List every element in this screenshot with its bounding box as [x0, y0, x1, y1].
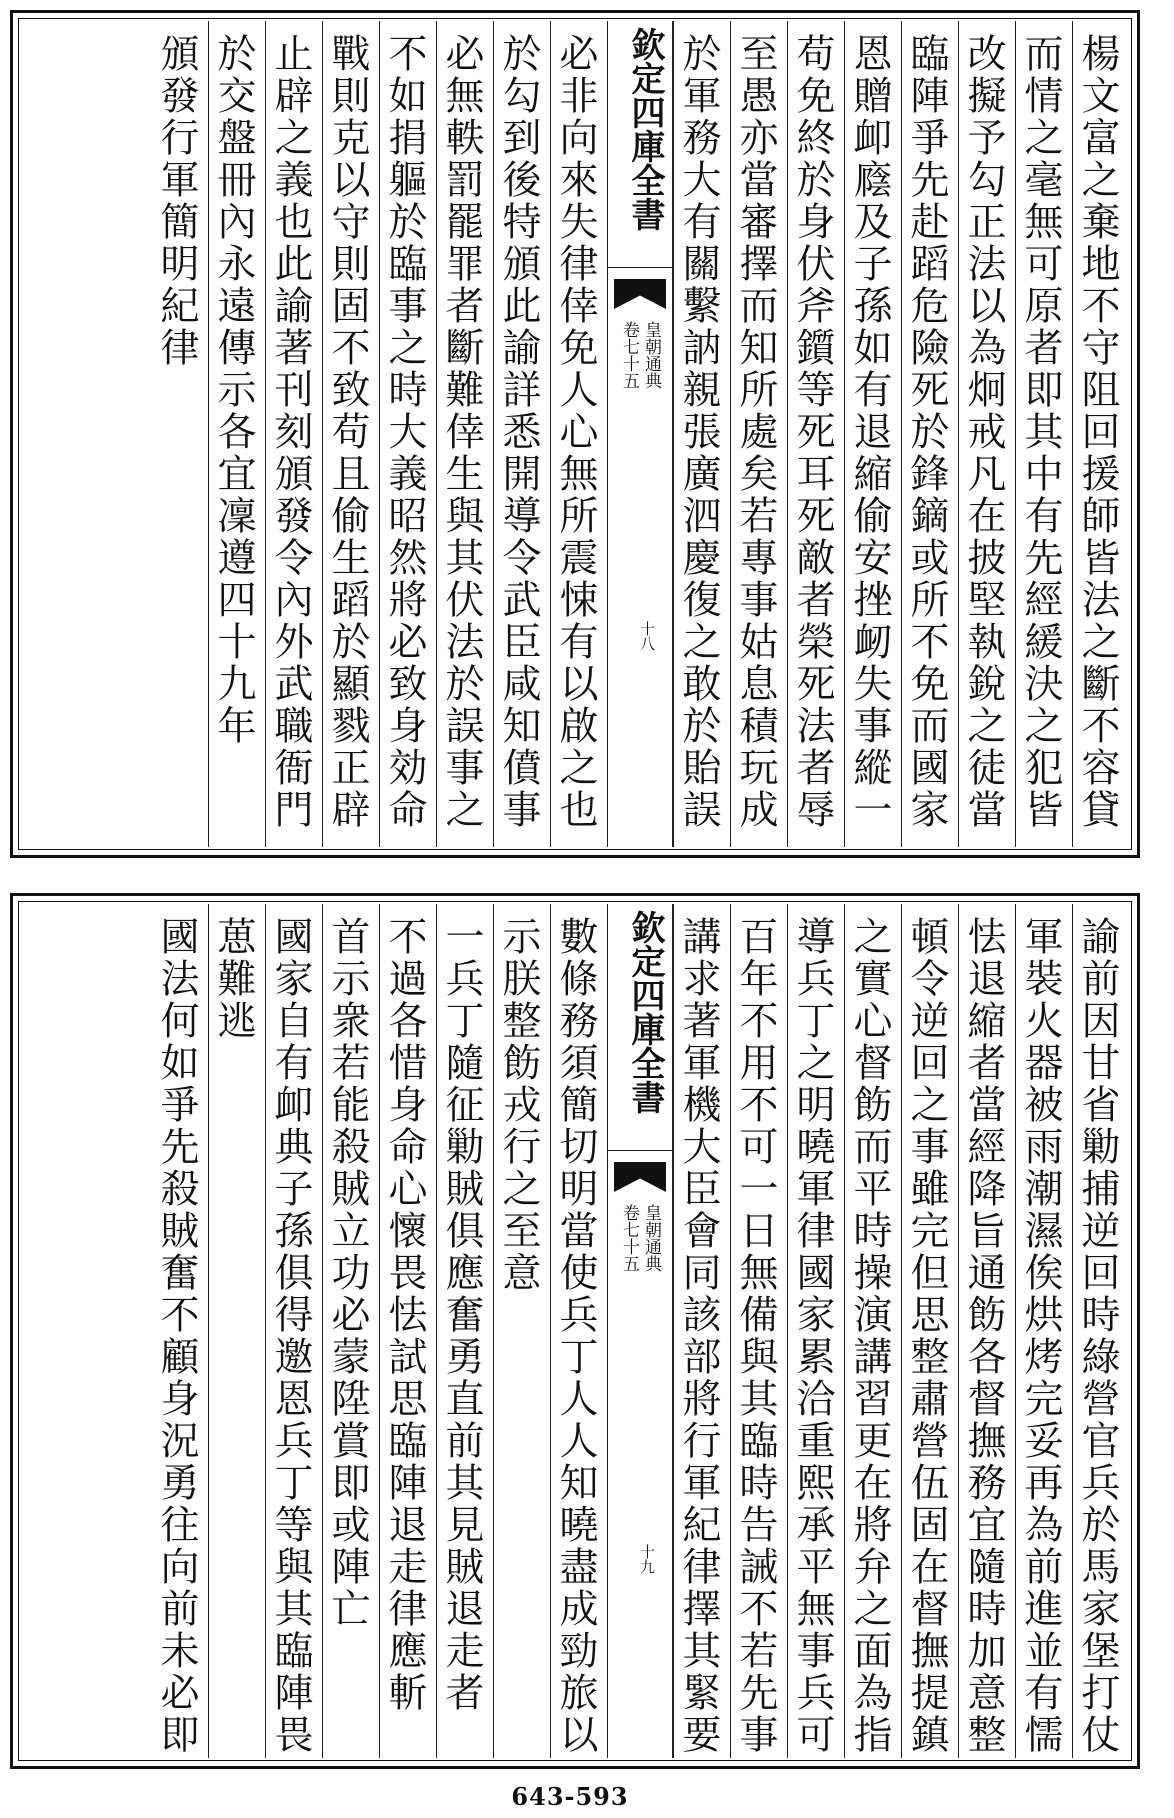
column-text: 一兵丁隨征勦賊俱應奮勇直前其見賊退走者	[439, 916, 484, 1714]
column-text: 軍裝火器被雨潮濕俟烘烤完妥再為前進並有懦	[1018, 916, 1063, 1756]
text-column	[844, 21, 901, 847]
book-subtitle: 皇朝通典	[641, 1204, 661, 1272]
column-text: 楊文富之棄地不守阻回援師皆法之斷不容貸	[1075, 33, 1120, 831]
column-text: 苟免終於身伏斧鑕等死耳死敵者榮死法者辱	[790, 33, 835, 831]
column-text: 數條務須簡切明當使兵丁人人知曉盡成勁旅以	[553, 916, 598, 1756]
center-fold	[607, 21, 673, 847]
fish-tail-mark-icon	[614, 1162, 666, 1192]
text-column	[673, 904, 730, 1758]
text-column	[787, 21, 844, 847]
folio-number: 十九	[638, 1544, 656, 1574]
bottom-page-columns	[21, 904, 1129, 1758]
text-column	[436, 904, 493, 1758]
column-text: 不過各惜身命心懷畏怯試思臨陣退走律應斬	[382, 916, 427, 1714]
text-column	[1015, 21, 1072, 847]
text-column	[901, 21, 958, 847]
book-title: 欽定四庫全書	[608, 27, 672, 268]
text-column	[379, 21, 436, 847]
text-column	[1072, 21, 1129, 847]
column-text: 百年不用不可一日無備與其臨時告誡不若先事	[733, 916, 778, 1756]
text-column	[1072, 904, 1129, 1758]
text-column	[901, 904, 958, 1758]
text-column	[265, 21, 322, 847]
column-text: 示朕整飭戎行之至意	[496, 916, 541, 1294]
column-text: 怯退縮者當經降旨通飭各督撫務宜隨時加意整	[961, 916, 1006, 1756]
column-text: 恩贈卹廕及子孫如有退縮偷安挫衂失事縱一	[847, 33, 892, 831]
volume-label	[618, 1204, 662, 1272]
column-text: 而情之毫無可原者即其中有先經緩決之犯皆	[1018, 33, 1063, 831]
volume-number: 卷七十五	[619, 1204, 639, 1272]
text-column	[550, 21, 607, 847]
column-text: 之實心督飭而平時操演講習更在將弁之面為指	[847, 916, 892, 1756]
text-column	[265, 904, 322, 1758]
column-text: 於軍務大有關繫訥親張廣泗慶復之敢於貽誤	[676, 33, 721, 831]
column-text: 不如捐軀於臨事之時大義昭然將必致身効命	[382, 33, 427, 831]
book-subtitle: 皇朝通典	[641, 321, 661, 389]
column-text: 首示衆若能殺賊立功必蒙陞賞即或陣亡	[325, 916, 370, 1630]
text-column	[673, 21, 730, 847]
column-text: 於交盤冊內永遠傳示各宜凜遵四十九年	[211, 33, 256, 747]
text-column	[322, 21, 379, 847]
text-column	[379, 904, 436, 1758]
text-column	[151, 21, 208, 847]
page-number: 643-593	[511, 1782, 629, 1811]
text-column	[958, 21, 1015, 847]
volume-label	[618, 321, 662, 389]
text-column	[550, 904, 607, 1758]
text-column	[844, 904, 901, 1758]
center-fold	[607, 904, 673, 1758]
column-text: 國家自有卹典子孫俱得邀恩兵丁等與其臨陣畏	[268, 916, 313, 1756]
text-column	[208, 21, 265, 847]
column-text: 頒發行軍簡明紀律	[154, 33, 199, 369]
column-text: 於勾到後特頒此諭詳悉開導令武臣咸知僨事	[496, 33, 541, 831]
text-column	[322, 904, 379, 1758]
column-text: 葸難逃	[211, 916, 256, 1042]
text-column	[208, 904, 265, 1758]
text-column	[730, 21, 787, 847]
text-column	[436, 21, 493, 847]
text-column	[958, 904, 1015, 1758]
top-page-columns	[21, 21, 1129, 847]
column-text: 必無軼罰罷罪者斷難倖生與其伏法於誤事之	[439, 33, 484, 831]
bottom-page-frame	[10, 893, 1140, 1769]
column-text: 臨陣爭先赴蹈危險死於鋒鏑或所不免而國家	[904, 33, 949, 831]
book-title: 欽定四庫全書	[608, 910, 672, 1151]
fish-tail-mark-icon	[614, 279, 666, 309]
column-text: 講求著軍機大臣會同該部將行軍紀律擇其緊要	[676, 916, 721, 1756]
column-text: 必非向來失律倖免人心無所震悚有以啟之也	[553, 33, 598, 831]
top-page-frame	[10, 10, 1140, 858]
folio-number: 十八	[638, 621, 656, 651]
column-text: 止辟之義也此諭著刊刻頒發令內外武職衙門	[268, 33, 313, 831]
volume-number: 卷七十五	[619, 321, 639, 389]
column-text: 改擬予勾正法以為炯戒凡在披堅執銳之徒當	[961, 33, 1006, 831]
text-column	[730, 904, 787, 1758]
column-text: 戰則克以守則固不致苟且偷生蹈於顯戮正辟	[325, 33, 370, 831]
text-column	[493, 904, 550, 1758]
text-column	[151, 904, 208, 1758]
column-text: 頓令逆回之事雖完但思整肅營伍固在督撫提鎮	[904, 916, 949, 1756]
column-text: 至愚亦當審擇而知所處矣若專事姑息積玩成	[733, 33, 778, 831]
text-column	[493, 21, 550, 847]
text-column	[1015, 904, 1072, 1758]
text-column	[787, 904, 844, 1758]
column-text: 導兵丁之明曉軍律國家累洽重熙承平無事兵可	[790, 916, 835, 1756]
column-text: 諭前因甘省勦捕逆回時綠營官兵於馬家堡打仗	[1075, 916, 1120, 1756]
column-text: 國法何如爭先殺賊奮不顧身況勇往向前未必即	[154, 916, 199, 1756]
